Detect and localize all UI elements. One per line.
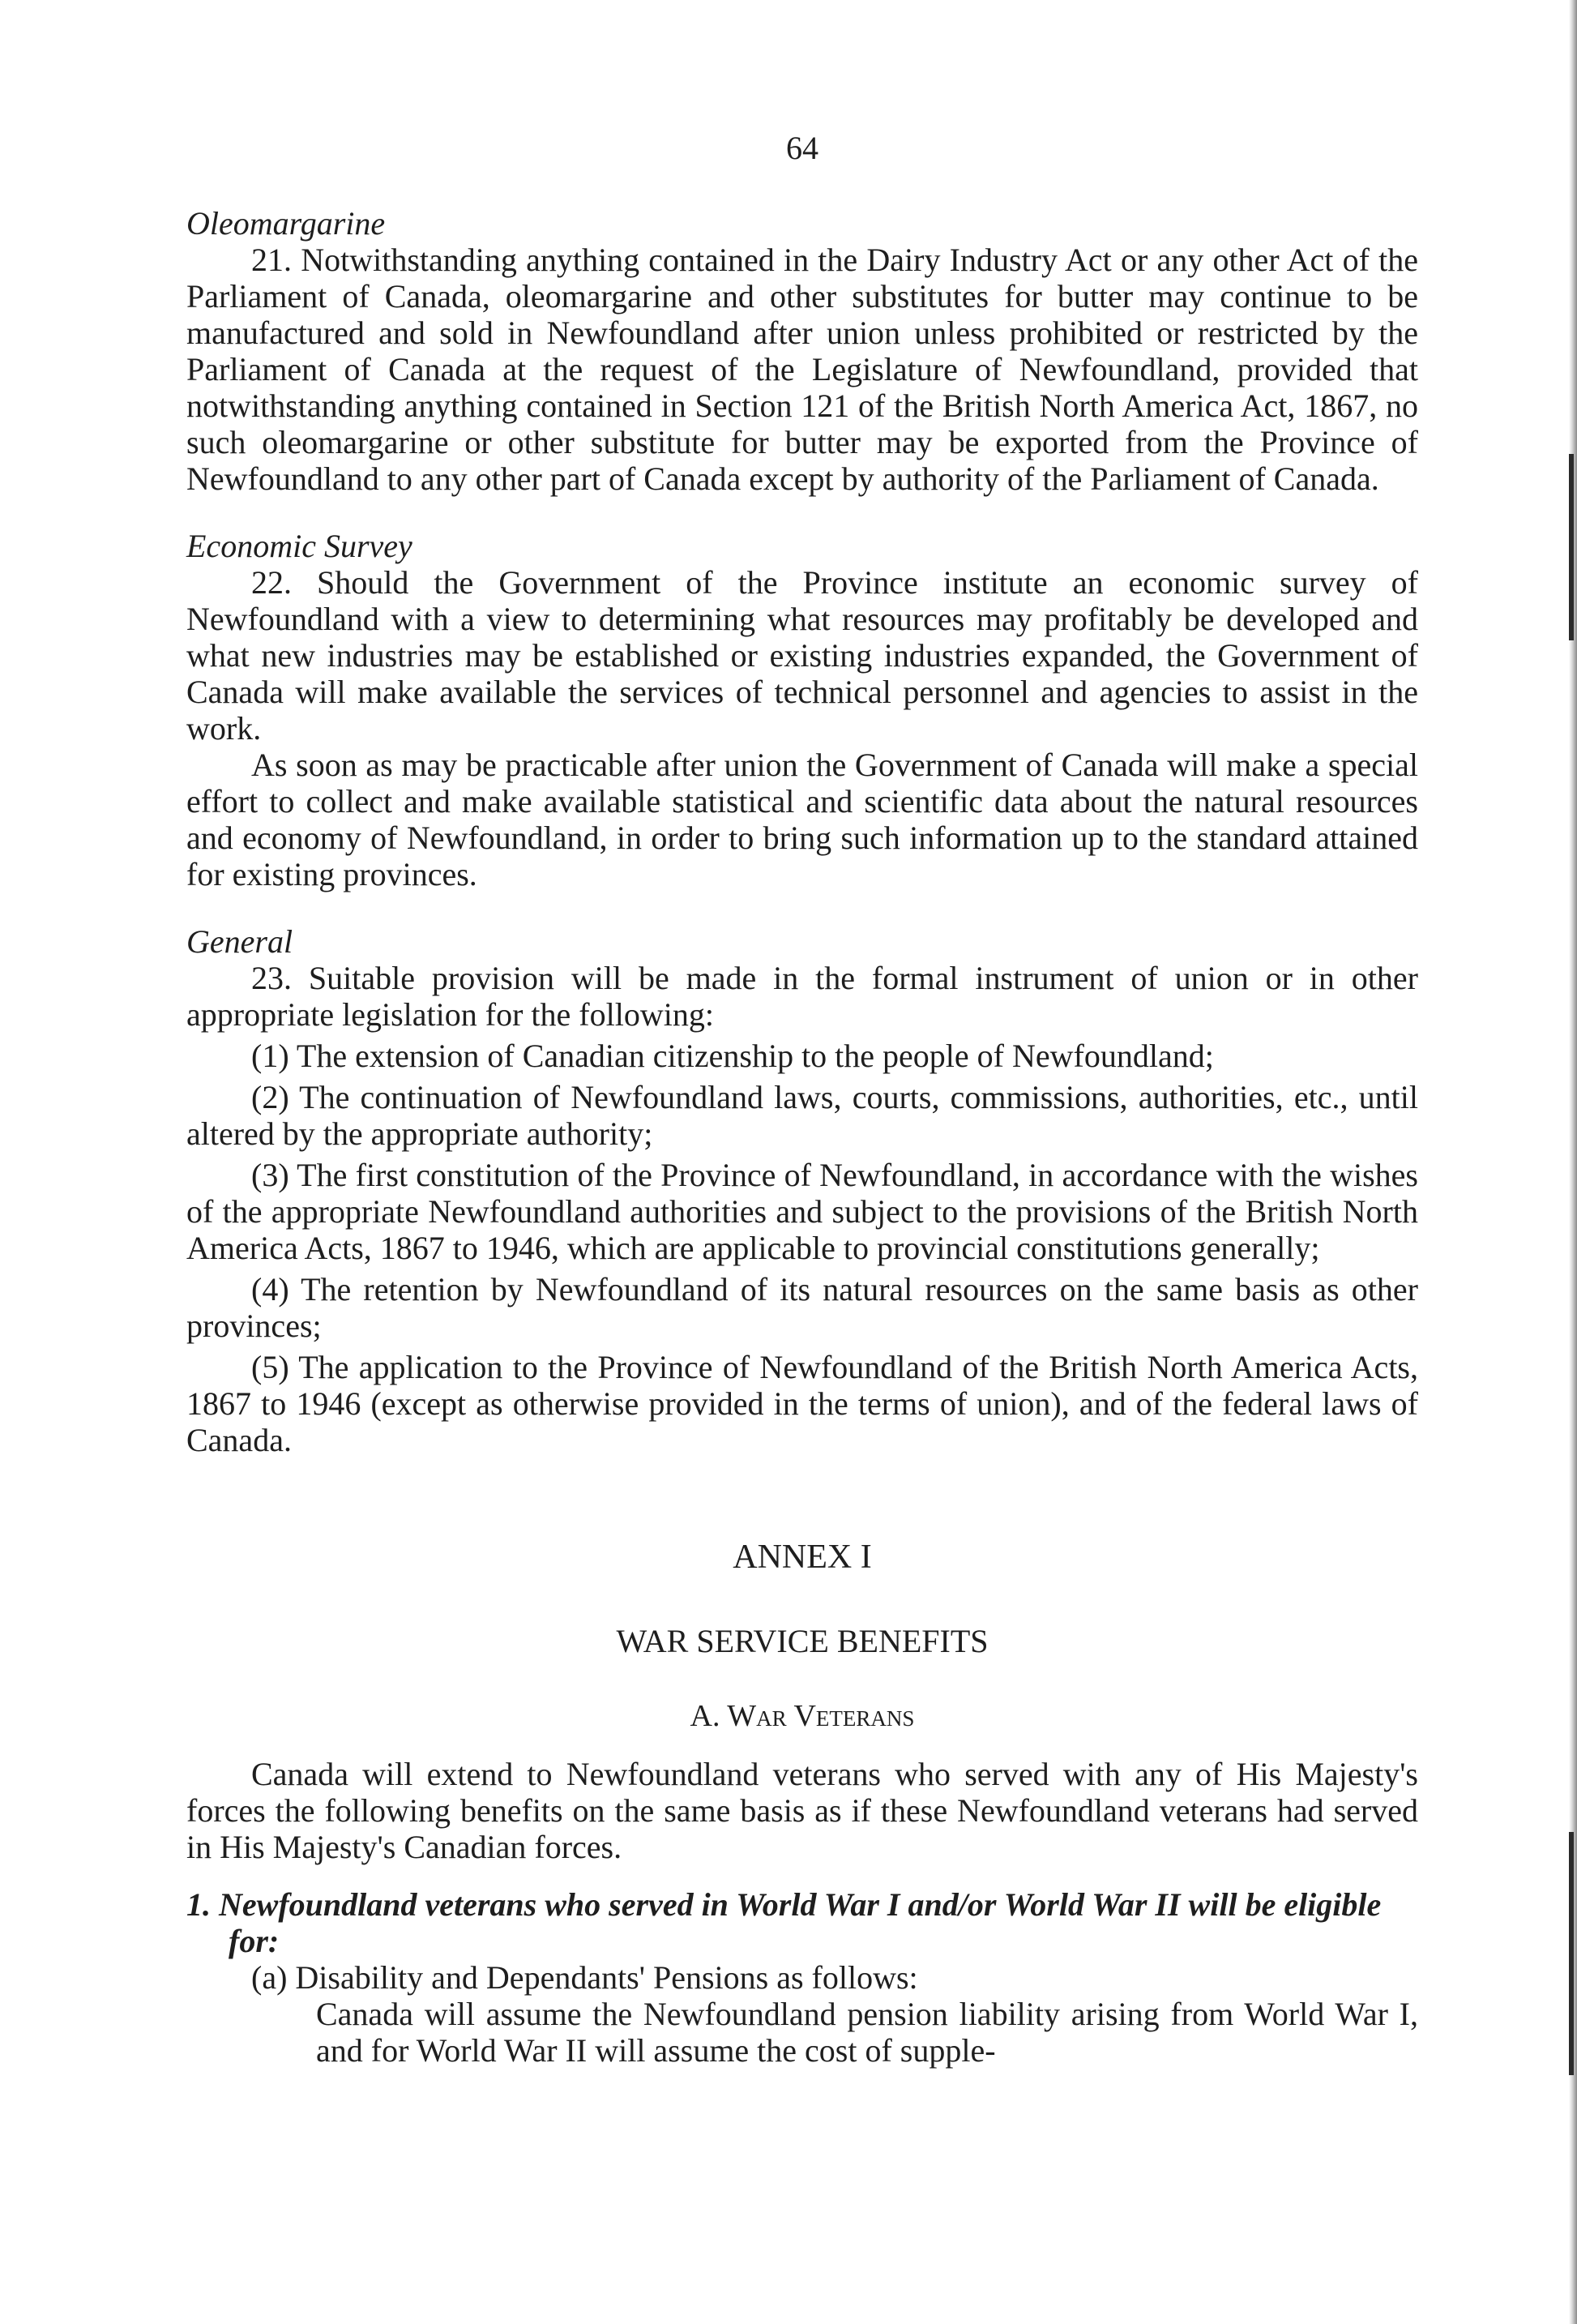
paragraph-21: 21. Notwithstanding anything contained in the Dairy Industry Act or any other Act of the Parliament of Canada, oleomargarine and other substitutes for butter may continue to be manufactured and sold in Newfoundland after union unless prohibited or restricted by the Parliament of Canada at the request of the Legislature of Newfoundland, provided that notwithstanding anything contained in Section 121 of the British North America Act, 1867, no such oleomargarine or other substitute for butter may be exported from the Province of Newfoundland to any other part of Canada except by authority of the Parliament of Canada. [186, 242, 1418, 497]
document-page [186, 130, 1418, 2069]
list-item: (1) The extension of Canadian citizenship to the people of Newfoundland; [251, 1038, 1214, 1074]
list-item: (4) The retention by Newfoundland of its natural resources on the same basis as other provinces; [186, 1271, 1418, 1344]
point-1-a-text: Canada will assume the Newfoundland pension liability arising from World War I, and for World War II will assume the cost of supple- [316, 1996, 1418, 2069]
paragraph-23: 23. Suitable provision will be made in the formal instrument of union or in other appropriate legislation for the following: [186, 960, 1418, 1033]
section-heading: Economic Survey [186, 528, 412, 564]
list-item: (2) The continuation of Newfoundland laws, courts, commissions, authorities, etc., until altered by the appropriate authority; [186, 1079, 1418, 1152]
paragraph-22-continued: As soon as may be practicable after union the Government of Canada will make a special effort to collect and make available statistical and scientific data about the natural resources and economy of Newfoundland, in order to bring such information up to the standard attained for existing provinces. [186, 747, 1418, 892]
point-1-a: (a) Disability and Dependants' Pensions as follows: [251, 1959, 918, 1996]
section-general [186, 923, 1418, 1458]
annex-section-heading: A. War Veterans [690, 1699, 915, 1733]
annex-title: ANNEX I [733, 1539, 872, 1576]
section-heading: Oleomargarine [186, 205, 386, 242]
annex-subtitle: WAR SERVICE BENEFITS [616, 1623, 989, 1659]
scan-edge-mark [1569, 1832, 1574, 2075]
paragraph-22: 22. Should the Government of the Province institute an economic survey of Newfoundland with a view to determining what resources may profitably be developed and what new industries may be established or existing industries expanded, the Government of Canada will make available the services of technical personnel and agencies to assist in the work. [186, 564, 1418, 747]
page-number: 64 [786, 130, 818, 166]
annex-intro: Canada will extend to Newfoundland veterans who served with any of His Majesty's forces the following benefits on the same basis as if these Newfoundland veterans had served in His Majesty's Canadian forces. [186, 1756, 1418, 1865]
section-heading: General [186, 923, 293, 960]
section-economic-survey [186, 528, 1418, 892]
list-item: (3) The first constitution of the Province of Newfoundland, in accordance with the wishes of the appropriate Newfoundland authorities and subject to the provisions of the British North America Acts, 1867 to 1946, which are applicable to provincial constitutions generally; [186, 1157, 1418, 1266]
section-oleomargarine [186, 205, 1418, 497]
list-item: (5) The application to the Province of Newfoundland of the British North America Acts, 1867 to 1946 (except as otherwise provided in the terms of union), and of the federal laws of Canada. [186, 1349, 1418, 1458]
point-1-heading: 1. Newfoundland veterans who served in World War I and/or World War II will be eligible for: [186, 1886, 1382, 1959]
scan-edge-mark [1569, 454, 1574, 640]
